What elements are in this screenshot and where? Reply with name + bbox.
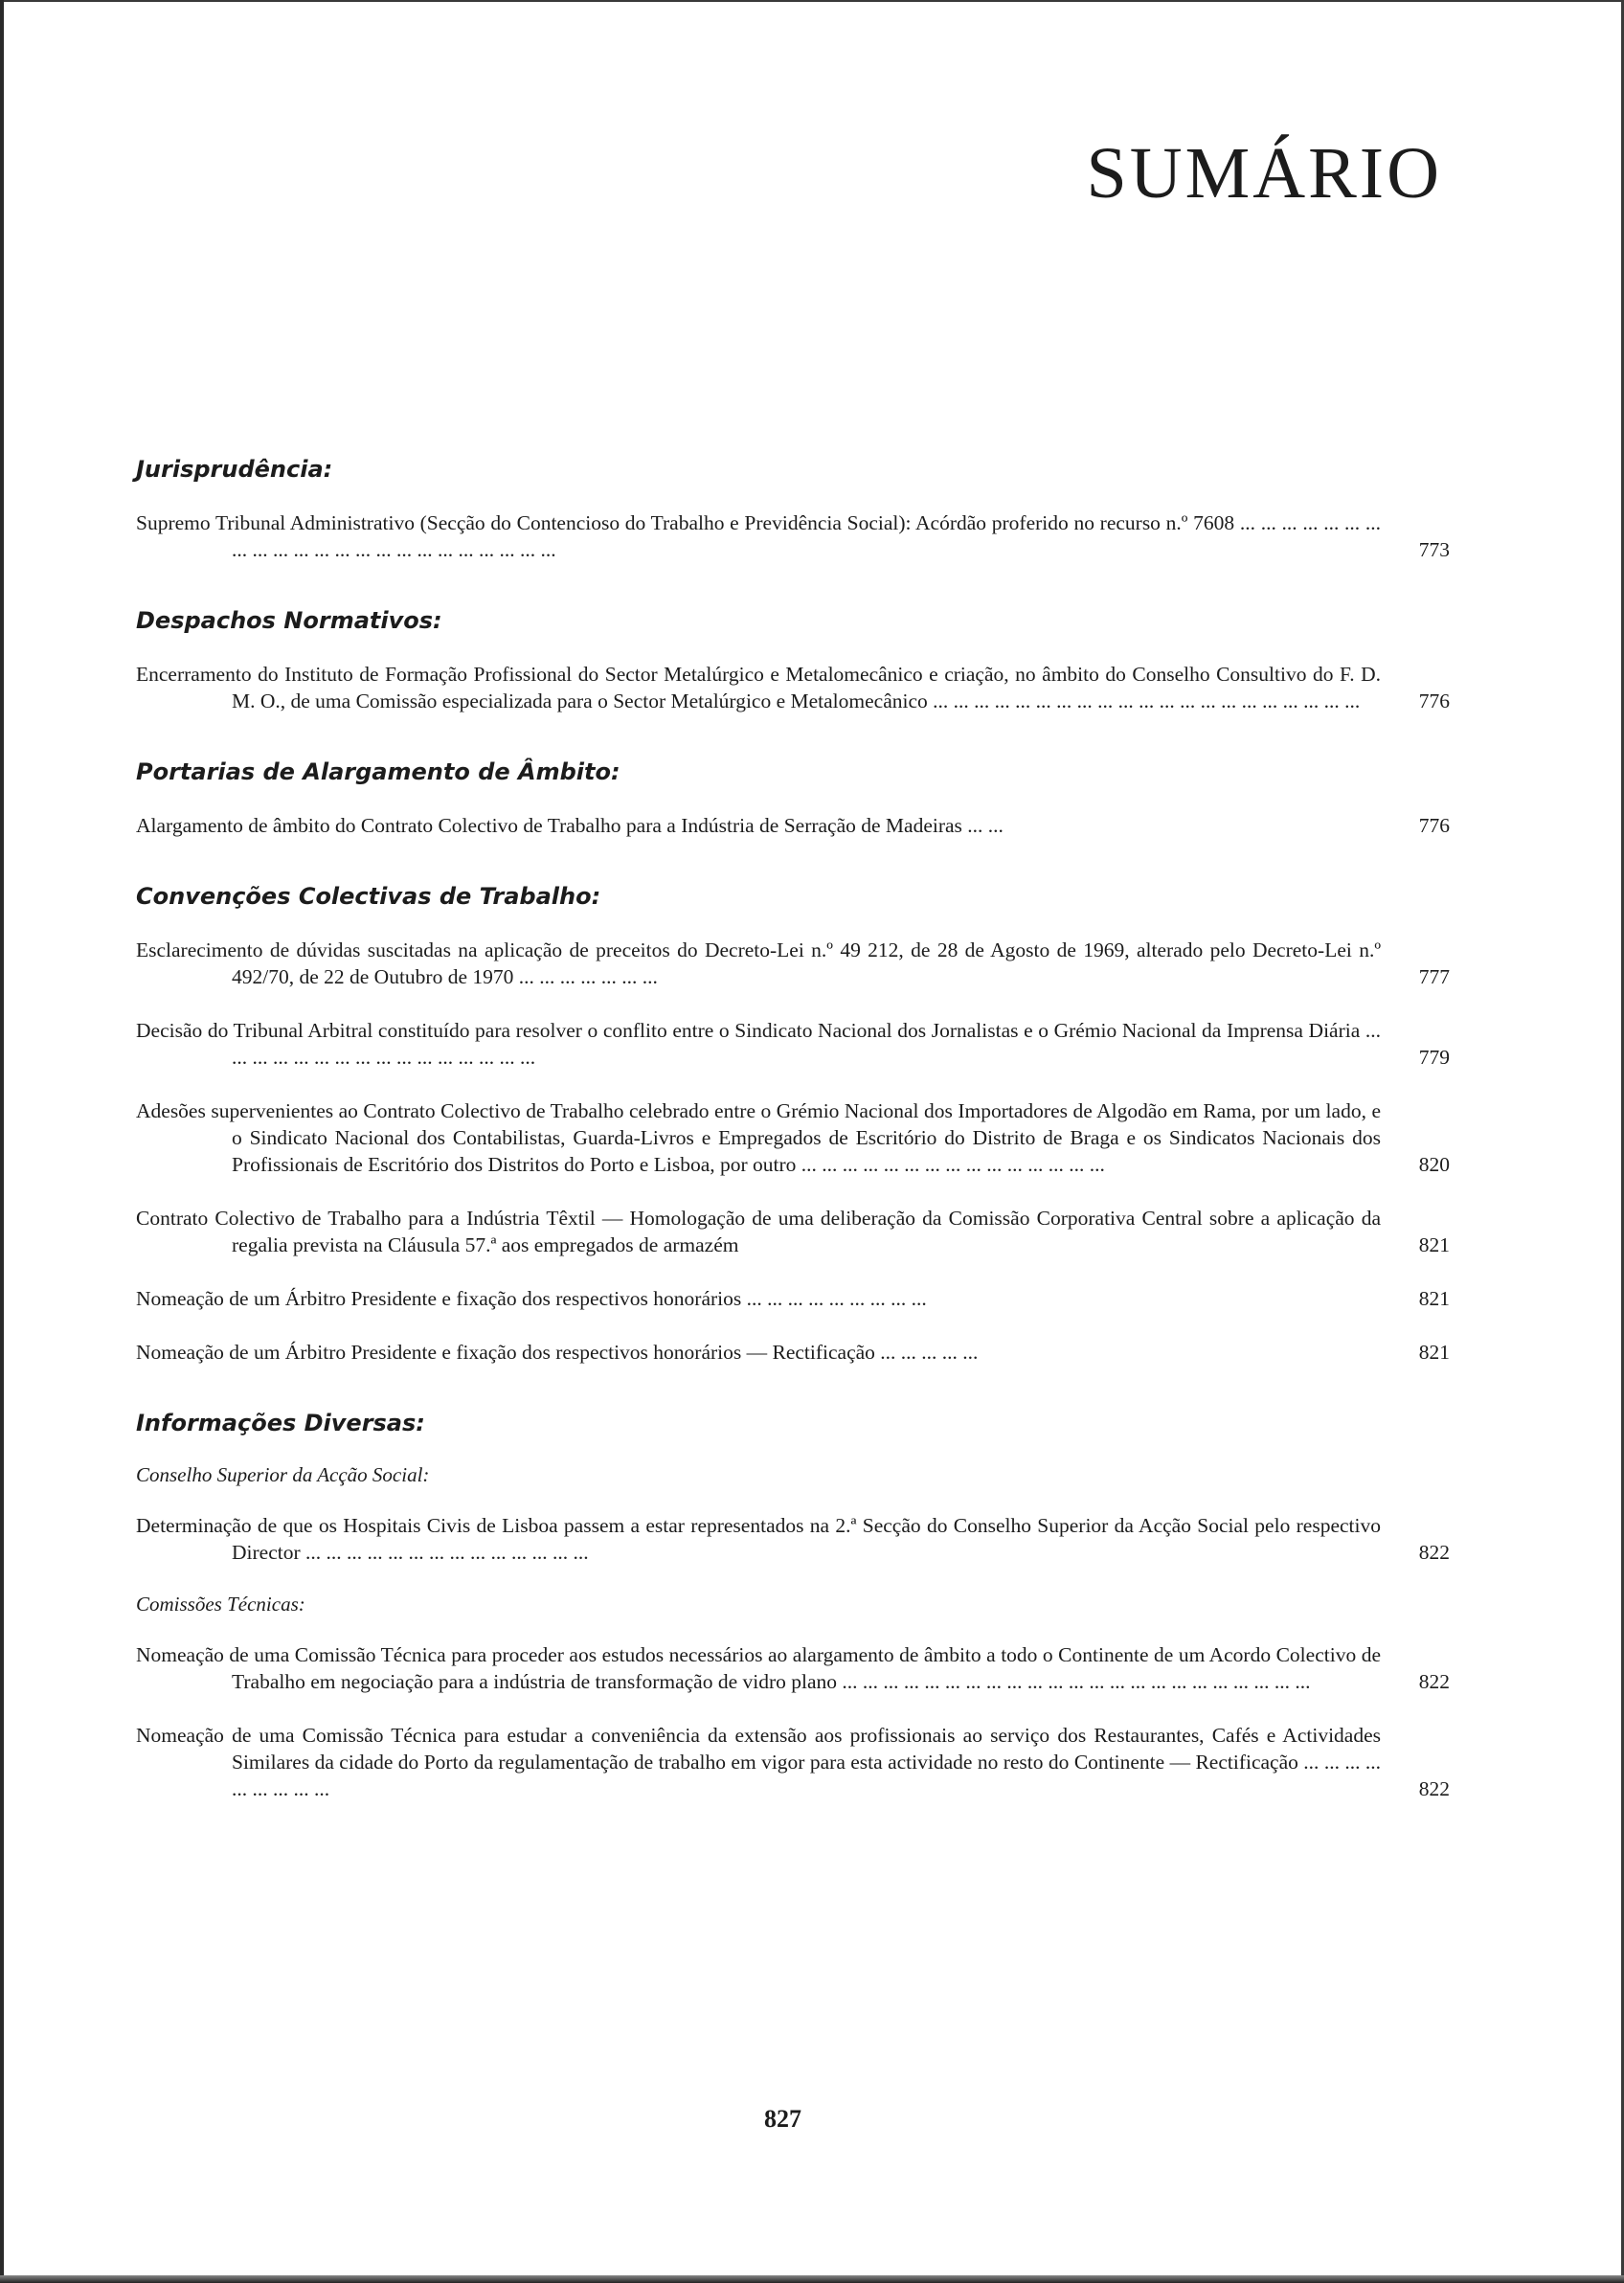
toc-entry[interactable] [136, 937, 1450, 990]
toc-entry[interactable] [136, 1017, 1450, 1071]
toc-entry-text: Adesões supervenientes ao Contrato Colectivo de Trabalho celebrado entre o Grémio Nacional dos Importadores de Algodão em Rama, por um lado, e o Sindicato Nacional dos Contabilistas, Guarda-Livros e Empregados de Escritório do Distrito de Braga e os Sindicatos Nacionais dos Profissionais de Escritório dos Distritos do Porto e Lisboa, por outro ... ... ... ... ... ... ... ... ... ... ... ... ... ... ... [136, 1099, 1381, 1176]
section-heading: Informações Diversas: [136, 1410, 425, 1436]
toc-page-number: 777 [1418, 965, 1450, 988]
toc-page-number: 822 [1418, 1777, 1450, 1800]
toc-page-number: 820 [1418, 1153, 1450, 1176]
toc-entry-text: Encerramento do Instituto de Formação Profissional do Sector Metalúrgico e Metalomecânico e criação, no âmbito do Conselho Consultivo do F. D. M. O., de uma Comissão especializada para o Sector Metalúrgico e Metalomecânico ... ... ... ... ... ... ... ... ... ... ... ... ... ... ... ... ... ... ... ... ... [136, 663, 1381, 712]
toc-entry-text: Nomeação de um Árbitro Presidente e fixação dos respectivos honorários ... ... ... ... ... ... ... ... ... [136, 1287, 927, 1310]
section-heading: Portarias de Alargamento de Âmbito: [136, 758, 620, 785]
section-informacoes-diversas [136, 1410, 1450, 1802]
toc-entry[interactable] [136, 1205, 1450, 1258]
section-heading: Convenções Colectivas de Trabalho: [136, 883, 601, 910]
summary-content [136, 456, 1450, 1846]
toc-entry-text: Determinação de que os Hospitais Civis de Lisboa passem a estar representados na 2.ª Secção do Conselho Superior da Acção Social pelo respectivo Director ... ... ... ... ... ... ... ... ... ... ... ... ... ... [136, 1514, 1381, 1564]
toc-page-number: 773 [1418, 538, 1450, 561]
toc-entry[interactable] [136, 1097, 1450, 1178]
toc-page-number: 821 [1418, 1341, 1450, 1364]
subsection-heading: Conselho Superior da Acção Social: [136, 1463, 430, 1486]
toc-entry-text: Nomeação de uma Comissão Técnica para estudar a conveniência da extensão aos profissionais ao serviço dos Restaurantes, Cafés e Actividades Similares da cidade do Porto da regulamentação de trabalho em vigor para esta actividade no resto do Continente — Rectificação ... ... ... ... ... ... ... ... ... [136, 1724, 1381, 1800]
page-title: SUMÁRIO [1086, 133, 1442, 214]
subsection-heading: Comissões Técnicas: [136, 1593, 305, 1616]
toc-page-number: 776 [1418, 689, 1450, 712]
section-portarias-alargamento [136, 758, 1450, 839]
scan-edge-bottom [0, 2275, 1624, 2283]
toc-entry-text: Nomeação de um Árbitro Presidente e fixação dos respectivos honorários — Rectificação ... ... ... ... ... [136, 1341, 979, 1364]
toc-page-number: 776 [1418, 814, 1450, 837]
section-convencoes-colectivas [136, 883, 1450, 1366]
toc-entry-text: Contrato Colectivo de Trabalho para a Indústria Têxtil — Homologação de uma deliberação da Comissão Corporativa Central sobre a aplicação da regalia prevista na Cláusula 57.ª aos empregados de armazém [136, 1207, 1381, 1256]
toc-entry[interactable] [136, 812, 1450, 839]
toc-entry[interactable] [136, 1512, 1450, 1566]
toc-entry-text: Esclarecimento de dúvidas suscitadas na aplicação de preceitos do Decreto-Lei n.º 49 212, de 28 de Agosto de 1969, alterado pelo Decreto-Lei n.º 492/70, de 22 de Outubro de 1970 ... ... ... ... ... ... ... [136, 938, 1381, 988]
toc-page-number: 779 [1418, 1046, 1450, 1069]
toc-entry[interactable] [136, 1285, 1450, 1312]
toc-entry[interactable] [136, 661, 1450, 714]
toc-entry[interactable] [136, 1339, 1450, 1366]
toc-entry-text: Alargamento de âmbito do Contrato Colectivo de Trabalho para a Indústria de Serração de Madeiras ... ... [136, 814, 1004, 837]
toc-entry-text: Decisão do Tribunal Arbitral constituído para resolver o conflito entre o Sindicato Nacional dos Jornalistas e o Grémio Nacional da Imprensa Diária ... ... ... ... ... ... ... ... ... ... ... ... ... ... ... ... [136, 1019, 1381, 1069]
section-jurisprudencia [136, 456, 1450, 563]
toc-page-number: 822 [1418, 1670, 1450, 1693]
toc-page-number: 822 [1418, 1541, 1450, 1564]
section-despachos-normativos [136, 607, 1450, 714]
toc-entry[interactable] [136, 1641, 1450, 1695]
scan-edge-top [0, 0, 1624, 2]
section-heading: Despachos Normativos: [136, 607, 442, 634]
toc-entry-text: Nomeação de uma Comissão Técnica para proceder aos estudos necessários ao alargamento de âmbito a todo o Continente de um Acordo Colectivo de Trabalho em negociação para a indústria de transformação de vidro plano ... ... ... ... ... ... ... ... ... ... ... ... ... ... ... ... ... ... ... ... ... ... ... [136, 1643, 1381, 1693]
section-heading: Jurisprudência: [136, 456, 333, 483]
toc-page-number: 821 [1418, 1233, 1450, 1256]
scan-edge-left [0, 0, 4, 2283]
toc-entry[interactable] [136, 1722, 1450, 1802]
toc-entry-text: Supremo Tribunal Administrativo (Secção do Contencioso do Trabalho e Previdência Social): Acórdão proferido no recurso n.º 7608 ... ... ... ... ... ... ... ... ... ... ... ... ... ... ... ... ... ... ... ... ... ... ... [136, 511, 1381, 561]
toc-entry[interactable] [136, 509, 1450, 563]
toc-page-number: 821 [1418, 1287, 1450, 1310]
footer-page-number: 827 [764, 2105, 801, 2133]
